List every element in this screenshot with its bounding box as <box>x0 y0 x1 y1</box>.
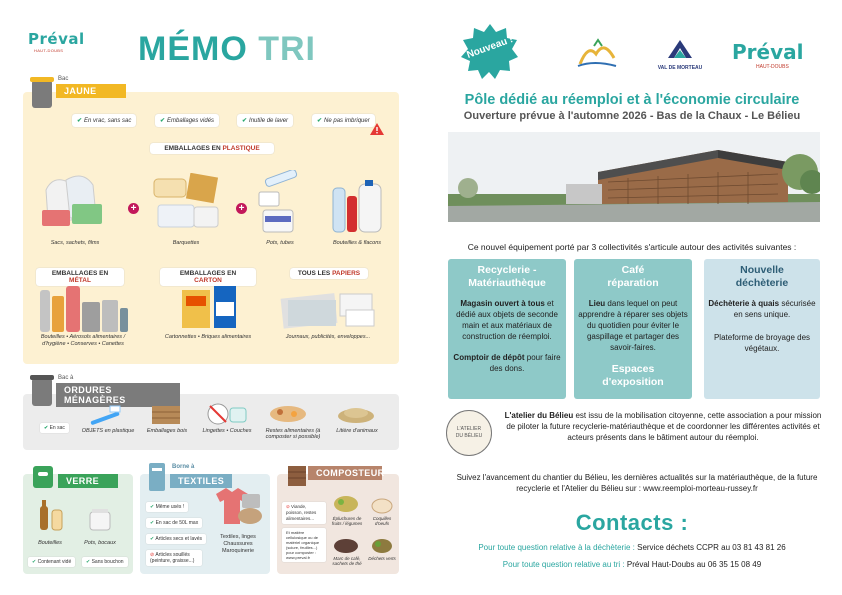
grey-bac-label: Bac à <box>58 375 74 381</box>
follow-paragraph: Suivez l'avancement du chantier du Bélieu, les dernières actualités sur la matériauthèque, de la future recyclerie et l'Atelier du Bélieu sur : www.reemploi-morteau-russey.fr <box>456 473 818 493</box>
grey-tag: ✔ En sac <box>40 423 69 433</box>
textiles-tag-bag: ✔ En sac de 50L max <box>146 518 202 528</box>
cafe-title: Café réparation <box>607 264 659 289</box>
yellow-bac-label: Bac <box>58 76 69 82</box>
tag-no-stack: ✔ Ne pas imbriquer <box>312 114 375 127</box>
textiles-tag-used: ✔ Même usés ! <box>146 502 188 512</box>
tag-no-wash: ✔ Inutile de laver <box>237 114 293 127</box>
caption-eggshells: Coquilles d'oeufs <box>372 516 392 526</box>
val-de-morteau-logo <box>650 36 710 72</box>
building-image <box>448 132 820 222</box>
caption-textiles: Textiles, linges Chaussures Maroquinerie <box>220 534 256 554</box>
caption-trays: Barquettes <box>172 240 200 246</box>
metal-image <box>36 282 130 334</box>
green-waste-image <box>370 536 394 554</box>
caption-coffee: Marc de café, sachets de thé <box>332 556 362 566</box>
bags-image <box>38 170 108 236</box>
activities-intro: Ce nouvel équipement porté par 3 collectivités s'articule autour des activités suivantes : <box>467 242 797 252</box>
compost-bin-icon <box>286 462 308 488</box>
caption-plastic-objects: OBJETS en plastique <box>81 428 135 434</box>
caption-food-leftovers: Restes alimentaires (à composter si possible) <box>265 428 321 440</box>
recyclerie-deposit: Comptoir de dépôt pour faire des dons. <box>453 353 561 373</box>
pays-icon <box>574 36 620 70</box>
clothes-image <box>212 484 266 530</box>
caption-pots: Pots, tubes <box>266 240 294 246</box>
jars-image <box>88 508 112 532</box>
textiles-band-prefix: Borne à <box>172 464 195 470</box>
grey-bin-icon <box>32 378 52 406</box>
compost-tag-meat: ⊘ Viande, poisson, restes alimentaires... <box>282 502 326 524</box>
new-badge-text: Nouveau ! <box>465 34 515 61</box>
glass-bottles-image <box>36 498 66 532</box>
pole-subtitle: Ouverture prévue à l'automne 2026 - Bas de la Chaux - Le Bélieu <box>463 110 801 122</box>
compost-tag-cellulose: Et matière cellulosique ou de matériel organique (sciure, feuilles...) pour composter : www.preval.fr <box>282 528 326 562</box>
cafe-body: Lieu dans lequel on peut apprendre à réparer ses objets du quotidien pour éviter le gaspillage et partager des savoir-faires. <box>578 299 688 352</box>
dechetterie-title: Nouvelle déchèterie <box>735 264 789 289</box>
papers-header: TOUS LES PAPIERS <box>290 268 368 279</box>
val-de-morteau-text: VAL DE MORTEAU <box>657 65 703 71</box>
tag-emptied: ✔ Emballages vidés <box>155 114 219 127</box>
contact-line-tri: Pour toute question relative au tri : Préval Haut-Doubs au 06 35 15 08 49 <box>502 560 762 569</box>
yellow-band: JAUNE <box>56 84 126 98</box>
caption-papers: Journaux, publicités, enveloppes... <box>285 334 371 340</box>
warning-icon <box>370 122 384 134</box>
papers-image <box>278 288 378 330</box>
trays-image <box>150 173 222 235</box>
preval-logo-name: Préval <box>28 30 85 48</box>
preval-logo-subline: HAUT-DOUBS <box>34 48 64 53</box>
caption-carton: Cartonnettes • Briques alimentaires <box>164 334 252 340</box>
atelier-logo: L'ATELIER DU BÉLIEU <box>446 410 492 456</box>
caption-glass-bottles: Bouteilles <box>38 540 62 546</box>
compost-band: COMPOSTEUR <box>308 466 382 480</box>
cafe-box <box>574 259 692 399</box>
plus-icon: + <box>128 203 139 214</box>
carton-header: EMBALLAGES EN CARTON <box>160 268 256 286</box>
textiles-tag-soiled: ⊘ Articles souillés (peinture, graisse...) <box>146 550 202 566</box>
recyclerie-title: Recyclerie - Matériauthèque <box>468 264 546 289</box>
glass-band: VERRE <box>58 474 118 488</box>
wood-crate-image <box>150 402 182 426</box>
pots-image <box>255 170 305 236</box>
exposition-title: Espaces d'exposition <box>602 363 664 388</box>
atelier-paragraph: L'atelier du Bélieu est issu de la mobilisation citoyenne, cette association a pour mission de piloter la future recyclerie-matériauthèque et de coordonner les différentes activités et acteurs présents dans le bâtiment autour du réemploi. <box>504 411 822 442</box>
glass-tag-emptied: ✔ Contenant vidé <box>28 557 75 567</box>
grey-band: ORDURES MÉNAGÈRES <box>56 383 180 407</box>
eggshells-image <box>370 494 394 514</box>
title-part2: TRI <box>258 30 317 68</box>
tag-loose: ✔ En vrac, sans sac <box>72 114 136 127</box>
caption-metal: Bouteilles • Aérosols alimentaires / d'hygiène • Conserves • Canettes <box>40 334 126 347</box>
bottles-image <box>325 180 385 236</box>
caption-jars: Pots, bocaux <box>84 540 116 546</box>
dechetterie-body: Déchèterie à quais sécurisée en sens unique. <box>708 299 816 319</box>
dechetterie-box <box>704 259 820 399</box>
carton-image <box>180 284 244 332</box>
contact-line-dechetterie: Pour toute question relative à la déchèterie : Service déchets CCPR au 03 81 43 81 26 <box>478 543 786 552</box>
pole-title: Pôle dédié au réemploi et à l'économie circulaire <box>464 92 800 108</box>
plus-icon: + <box>236 203 247 214</box>
plastic-header: EMBALLAGES EN PLASTIQUE <box>150 143 274 154</box>
metal-header: EMBALLAGES EN MÉTAL <box>36 268 124 286</box>
dechetterie-platform: Plateforme de broyage des végétaux. <box>713 333 811 353</box>
contacts-title: Contacts : <box>575 510 689 535</box>
litter-image <box>336 402 376 424</box>
textiles-tag-dry: ✔ Articles secs et lavés <box>146 534 206 544</box>
diapers-image <box>204 402 248 426</box>
yellow-bin-icon <box>32 80 52 108</box>
peelings-image <box>332 494 360 514</box>
preval-logo <box>28 30 98 54</box>
caption-green-waste: Déchets verts <box>368 556 396 561</box>
caption-wipes: Lingettes • Couches <box>202 428 252 434</box>
textiles-band: TEXTILES <box>170 474 232 488</box>
textile-bin-icon <box>148 462 166 492</box>
toothbrush-image <box>88 404 124 426</box>
caption-bottles: Bouteilles & flacons <box>333 240 381 246</box>
coffee-grounds-image <box>332 536 360 554</box>
glass-tag-no-cap: ✔ Sans bouchon <box>82 557 128 567</box>
recyclerie-body: Magasin ouvert à tous et dédié aux objets de seconde main et aux matériaux de construction de réemploi. <box>456 299 558 341</box>
caption-litter: Litière d'animaux <box>336 428 378 434</box>
caption-peelings: Épluchures de fruits / légumes <box>331 516 363 526</box>
glass-container-icon <box>32 464 54 490</box>
food-scraps-image <box>268 402 308 424</box>
caption-wood: Emballages bois <box>146 428 188 434</box>
caption-bags: Sacs, sachets, films <box>50 240 100 246</box>
preval-partner-name: Préval <box>732 40 804 64</box>
title-part1: MÉMO <box>138 30 248 68</box>
preval-partner-logo <box>732 40 816 74</box>
page-title <box>138 30 316 69</box>
preval-partner-subline: HAUT-DOUBS <box>756 64 789 70</box>
recyclerie-box <box>448 259 566 399</box>
